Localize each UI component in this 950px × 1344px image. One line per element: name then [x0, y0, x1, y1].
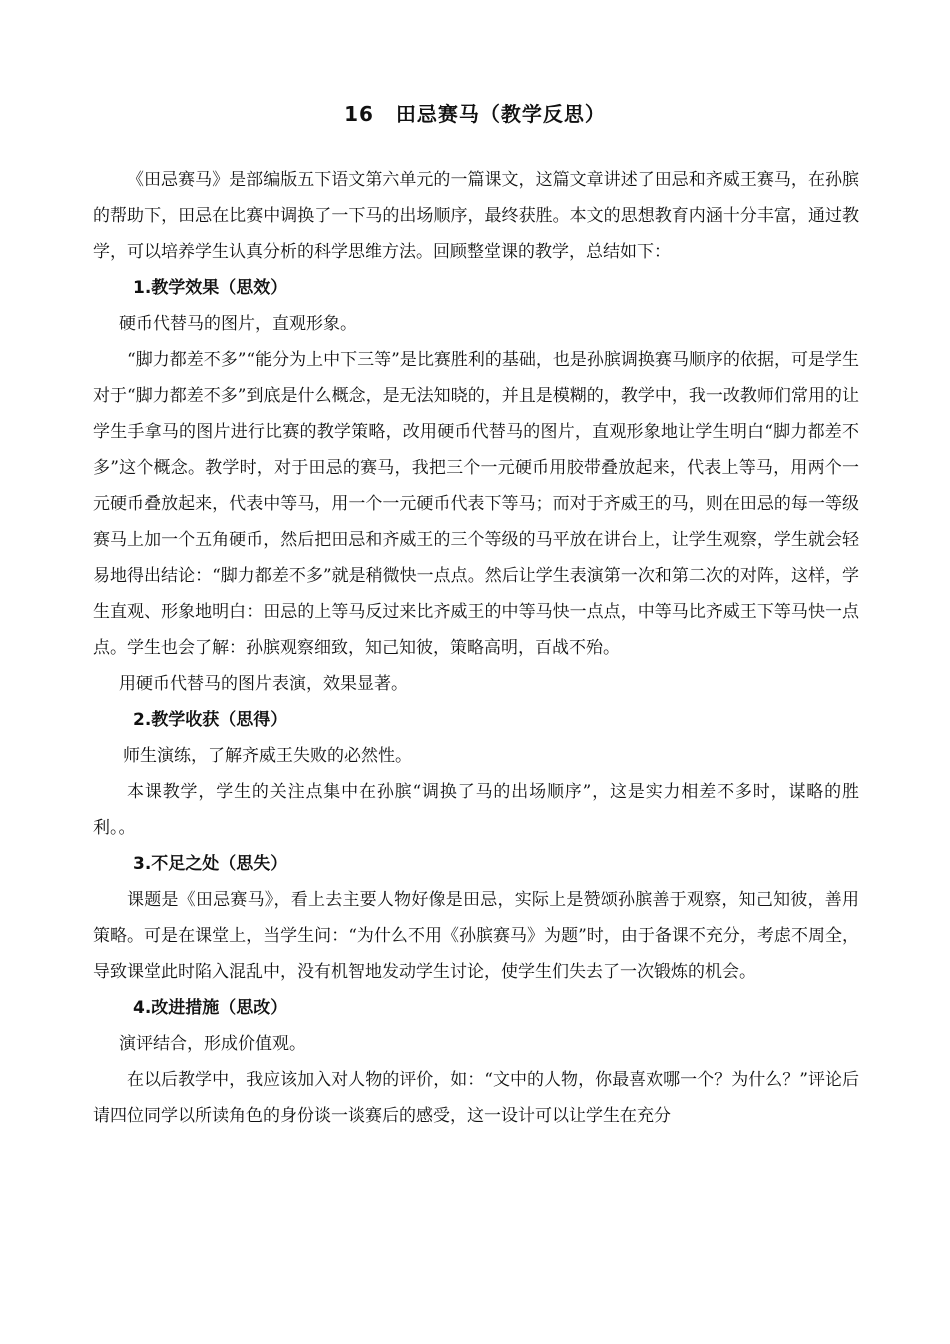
title-text: 田忌赛马（教学反思） [395, 102, 606, 126]
section-heading-4: 4.改进措施（思改） [133, 998, 288, 1018]
paragraph: 演评结合，形成价值观。 [119, 1034, 306, 1054]
intro-paragraph: 《田忌赛马》是部编版五下语文第六单元的一篇课文，这篇文章讲述了田忌和齐威王赛马，在孙膑的帮助下，田忌在比赛中调换了一下马的出场顺序，最终获胜。本文的思想教育内涵十分丰富，通过教学，可以培养学生认真分析的科学思维方法。回顾整堂课的教学，总结如下： [93, 170, 859, 262]
page-title [0, 98, 950, 127]
section-heading-2: 2.教学收获（思得） [133, 710, 288, 730]
paragraph: 本课教学，学生的关注点集中在孙膑“调换了马的出场顺序”，这是实力相差不多时，谋略的胜利。。 [93, 782, 859, 838]
section-heading-1: 1.教学效果（思效） [133, 278, 288, 298]
paragraph: 硬币代替马的图片，直观形象。 [119, 314, 357, 334]
document-body [93, 162, 859, 1134]
paragraph: 师生演练，了解齐威王失败的必然性。 [123, 746, 412, 766]
paragraph: 课题是《田忌赛马》，看上去主要人物好像是田忌，实际上是赞颂孙膑善于观察，知己知彼，善用策略。可是在课堂上，当学生问：“为什么不用《孙膑赛马》为题”时，由于备课不充分，考虑不周全，导致课堂此时陷入混乱中，没有机智地发动学生讨论，使学生们失去了一次锻炼的机会。 [93, 890, 859, 982]
section-heading-3: 3.不足之处（思失） [133, 854, 288, 874]
lesson-number: 16 [344, 102, 374, 126]
paragraph: 在以后教学中，我应该加入对人物的评价，如：“文中的人物，你最喜欢哪一个？为什么？”评论后请四位同学以所读角色的身份谈一谈赛后的感受，这一设计可以让学生在充分 [93, 1070, 859, 1126]
paragraph: “脚力都差不多”“能分为上中下三等”是比赛胜利的基础，也是孙膑调换赛马顺序的依据，可是学生对于“脚力都差不多”到底是什么概念，是无法知晓的，并且是模糊的，教学中，我一改教师们常用的让学生手拿马的图片进行比赛的教学策略，改用硬币代替马的图片，直观形象地让学生明白“脚力都差不多”这个概念。教学时，对于田忌的赛马，我把三个一元硬币用胶带叠放起来，代表上等马，用两个一元硬币叠放起来，代表中等马，用一个一元硬币代表下等马；而对于齐威王的马，则在田忌的每一等级赛马上加一个五角硬币，然后把田忌和齐威王的三个等级的马平放在讲台上，让学生观察，学生就会轻易地得出结论：“脚力都差不多”就是稍微快一点点。然后让学生表演第一次和第二次的对阵，这样，学生直观、形象地明白：田忌的上等马反过来比齐威王的中等马快一点点，中等马比齐威王下等马快一点点。学生也会了解：孙膑观察细致，知己知彼，策略高明，百战不殆。 [93, 350, 859, 658]
paragraph: 用硬币代替马的图片表演，效果显著。 [119, 674, 408, 694]
